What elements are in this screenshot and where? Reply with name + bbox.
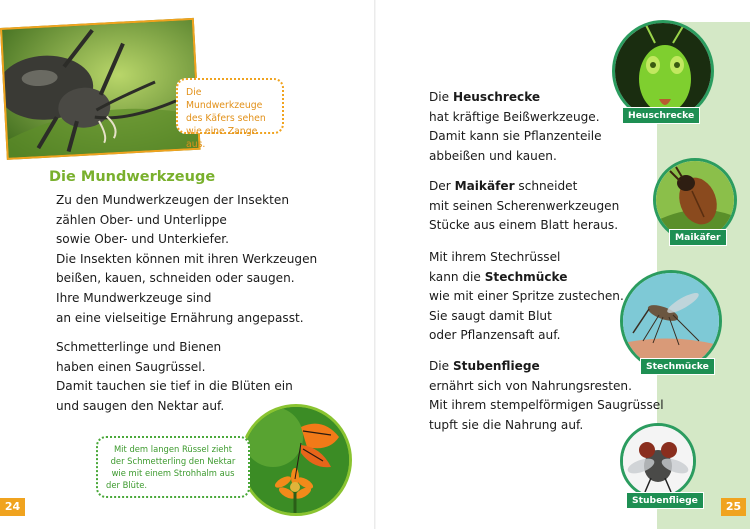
text-line: Damit kann sie Pflanzenteile — [429, 129, 602, 144]
maybug-term: Maikäfer — [454, 179, 515, 193]
text-line: Schmetterlinge und Bienen — [56, 340, 222, 354]
text-line: und saugen den Nektar auf. — [56, 398, 225, 413]
text-line: ernährt sich von Nahrungsresten. — [429, 378, 632, 393]
text-line: kann die Stechmücke — [429, 269, 568, 284]
text-line: zählen Ober- und Unterlippe — [56, 212, 227, 227]
text-line: Mit ihrem stempelförmigen Saugrüssel — [429, 398, 664, 413]
text-line: Die Heuschrecke — [429, 90, 541, 104]
mosquito-paragraph — [429, 248, 624, 346]
text-line: hat kräftige Beißwerkzeuge. — [429, 109, 600, 124]
text-line: Damit tauchen sie tief in die Blüten ein — [56, 379, 293, 394]
beetle-mandibles-photo — [0, 18, 201, 160]
butterfly-paragraph — [56, 338, 293, 416]
text-line: abbeißen und kauen. — [429, 148, 557, 163]
page-gutter — [374, 0, 376, 529]
butterfly-caption-line: der Blüte. — [106, 480, 148, 490]
grasshopper-term: Heuschrecke — [452, 90, 541, 104]
butterfly-caption-line: wie mit einem Strohhalm aus — [111, 468, 235, 478]
mosquito-label: Stechmücke — [640, 358, 715, 375]
housefly-term: Stubenfliege — [452, 359, 540, 373]
housefly-label: Stubenfliege — [626, 492, 704, 509]
text-line: Ihre Mundwerkzeuge sind — [56, 290, 212, 305]
grasshopper-label: Heuschrecke — [622, 107, 700, 124]
text-line: mit seinen Scherenwerkzeugen — [429, 198, 620, 213]
mosquito-photo — [620, 270, 722, 372]
text-line: haben einen Saugrüssel. — [56, 359, 206, 374]
grasshopper-paragraph — [429, 88, 602, 166]
butterfly-caption-line: Mit dem langen Rüssel zieht — [113, 444, 233, 454]
text-line: beißen, kauen, schneiden oder saugen. — [56, 271, 295, 286]
page-number-left: 24 — [0, 498, 25, 516]
text-line: sowie Ober- und Unterkiefer. — [56, 232, 230, 247]
mosquito-term: Stechmücke — [484, 269, 568, 284]
butterfly-caption-line: der Schmetterling den Nektar — [110, 456, 236, 466]
text-line: Zu den Mundwerkzeugen der Insekten — [56, 193, 290, 207]
text-line: Stücke aus einem Blatt heraus. — [429, 218, 619, 233]
text-line: wie mit einer Spritze zustechen. — [429, 289, 624, 304]
beetle-caption-line: Die Mundwerkzeuge — [186, 87, 263, 111]
section-heading: Die Mundwerkzeuge — [49, 169, 216, 185]
text-line: Mit ihrem Stechrüssel — [429, 250, 561, 264]
beetle-caption — [176, 78, 284, 150]
text-line: an eine vielseitige Ernährung angepasst. — [56, 310, 304, 325]
text-line: Die Stubenfliege — [429, 359, 540, 373]
text-line: oder Pflanzensaft auf. — [429, 328, 561, 343]
page-number-right: 25 — [721, 498, 746, 516]
intro-paragraph — [56, 191, 317, 328]
text-line: tupft sie die Nahrung auf. — [429, 417, 584, 432]
butterfly-photo — [240, 404, 352, 516]
maybug-label: Maikäfer — [669, 229, 727, 246]
housefly-photo — [620, 423, 696, 499]
butterfly-caption — [96, 436, 250, 498]
beetle-caption-line: wie eine Zange aus. — [186, 126, 258, 150]
maybug-paragraph — [429, 177, 619, 236]
beetle-caption-line: des Käfers sehen — [186, 113, 266, 124]
text-line: Die Insekten können mit ihren Werkzeugen — [56, 251, 318, 266]
housefly-paragraph — [429, 357, 664, 435]
text-line: Der Maikäfer schneidet — [429, 179, 578, 193]
text-line: Sie saugt damit Blut — [429, 308, 552, 323]
